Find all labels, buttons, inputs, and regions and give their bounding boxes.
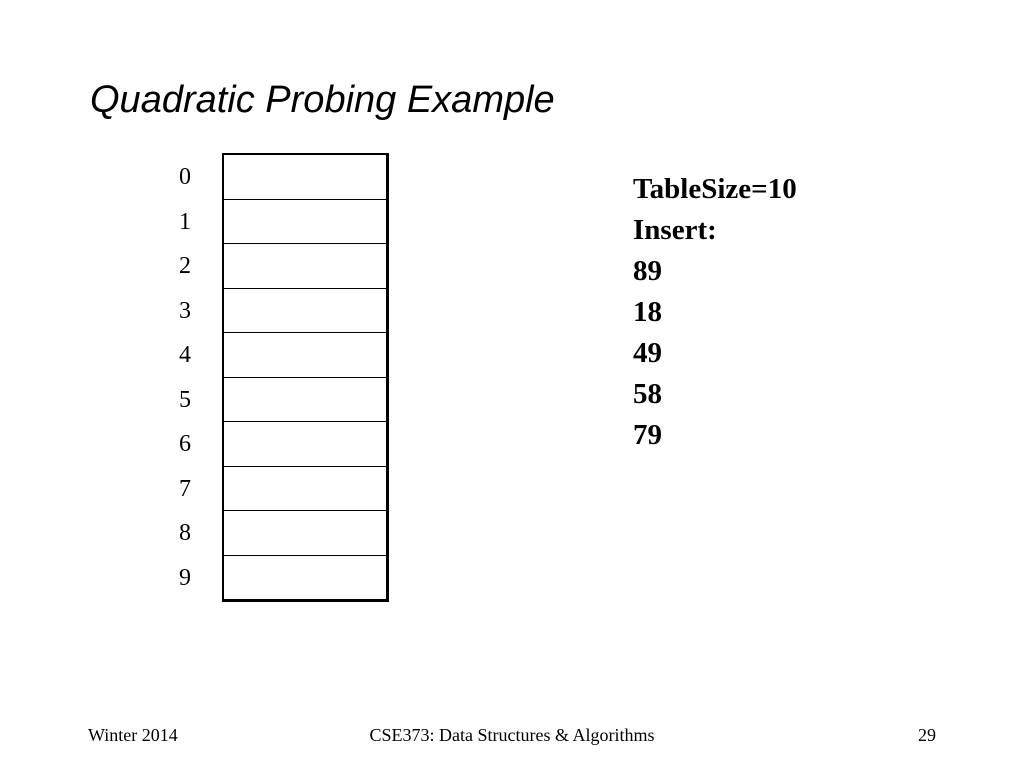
table-index-label: 1	[179, 208, 191, 235]
hash-table-slot	[224, 289, 386, 334]
table-index-column	[160, 154, 210, 599]
hash-table-slot	[224, 378, 386, 423]
table-index-label: 6	[179, 431, 191, 457]
table-index-label: 4	[179, 342, 191, 368]
table-index-label: 7	[179, 475, 191, 502]
insert-info	[633, 169, 797, 456]
table-index-label: 5	[179, 386, 191, 413]
hash-table	[222, 153, 389, 602]
hash-table-slot	[224, 556, 386, 600]
table-index-label: 0	[179, 164, 191, 190]
hash-table-slot	[224, 511, 386, 556]
table-size-label: TableSize=10	[633, 173, 797, 205]
table-index-label: 9	[179, 564, 191, 591]
table-index-label: 2	[179, 253, 191, 279]
insert-value: 49	[633, 337, 662, 369]
hash-table-slot	[224, 244, 386, 289]
hash-table-slot	[224, 200, 386, 245]
insert-value: 18	[633, 296, 662, 328]
insert-value: 89	[633, 255, 662, 287]
footer-page-number: 29	[918, 725, 936, 745]
footer-course: CSE373: Data Structures & Algorithms	[369, 725, 655, 745]
hash-table-slot	[224, 422, 386, 467]
hash-table-slot	[224, 333, 386, 378]
hash-table-slot	[224, 155, 386, 200]
footer-date: Winter 2014	[88, 725, 178, 745]
slide-title: Quadratic Probing Example	[90, 79, 555, 121]
insert-label: Insert:	[633, 214, 717, 246]
insert-value: 79	[633, 419, 662, 451]
hash-table-slot	[224, 467, 386, 512]
table-index-label: 3	[179, 297, 191, 324]
table-index-label: 8	[179, 520, 191, 546]
insert-value: 58	[633, 378, 662, 410]
